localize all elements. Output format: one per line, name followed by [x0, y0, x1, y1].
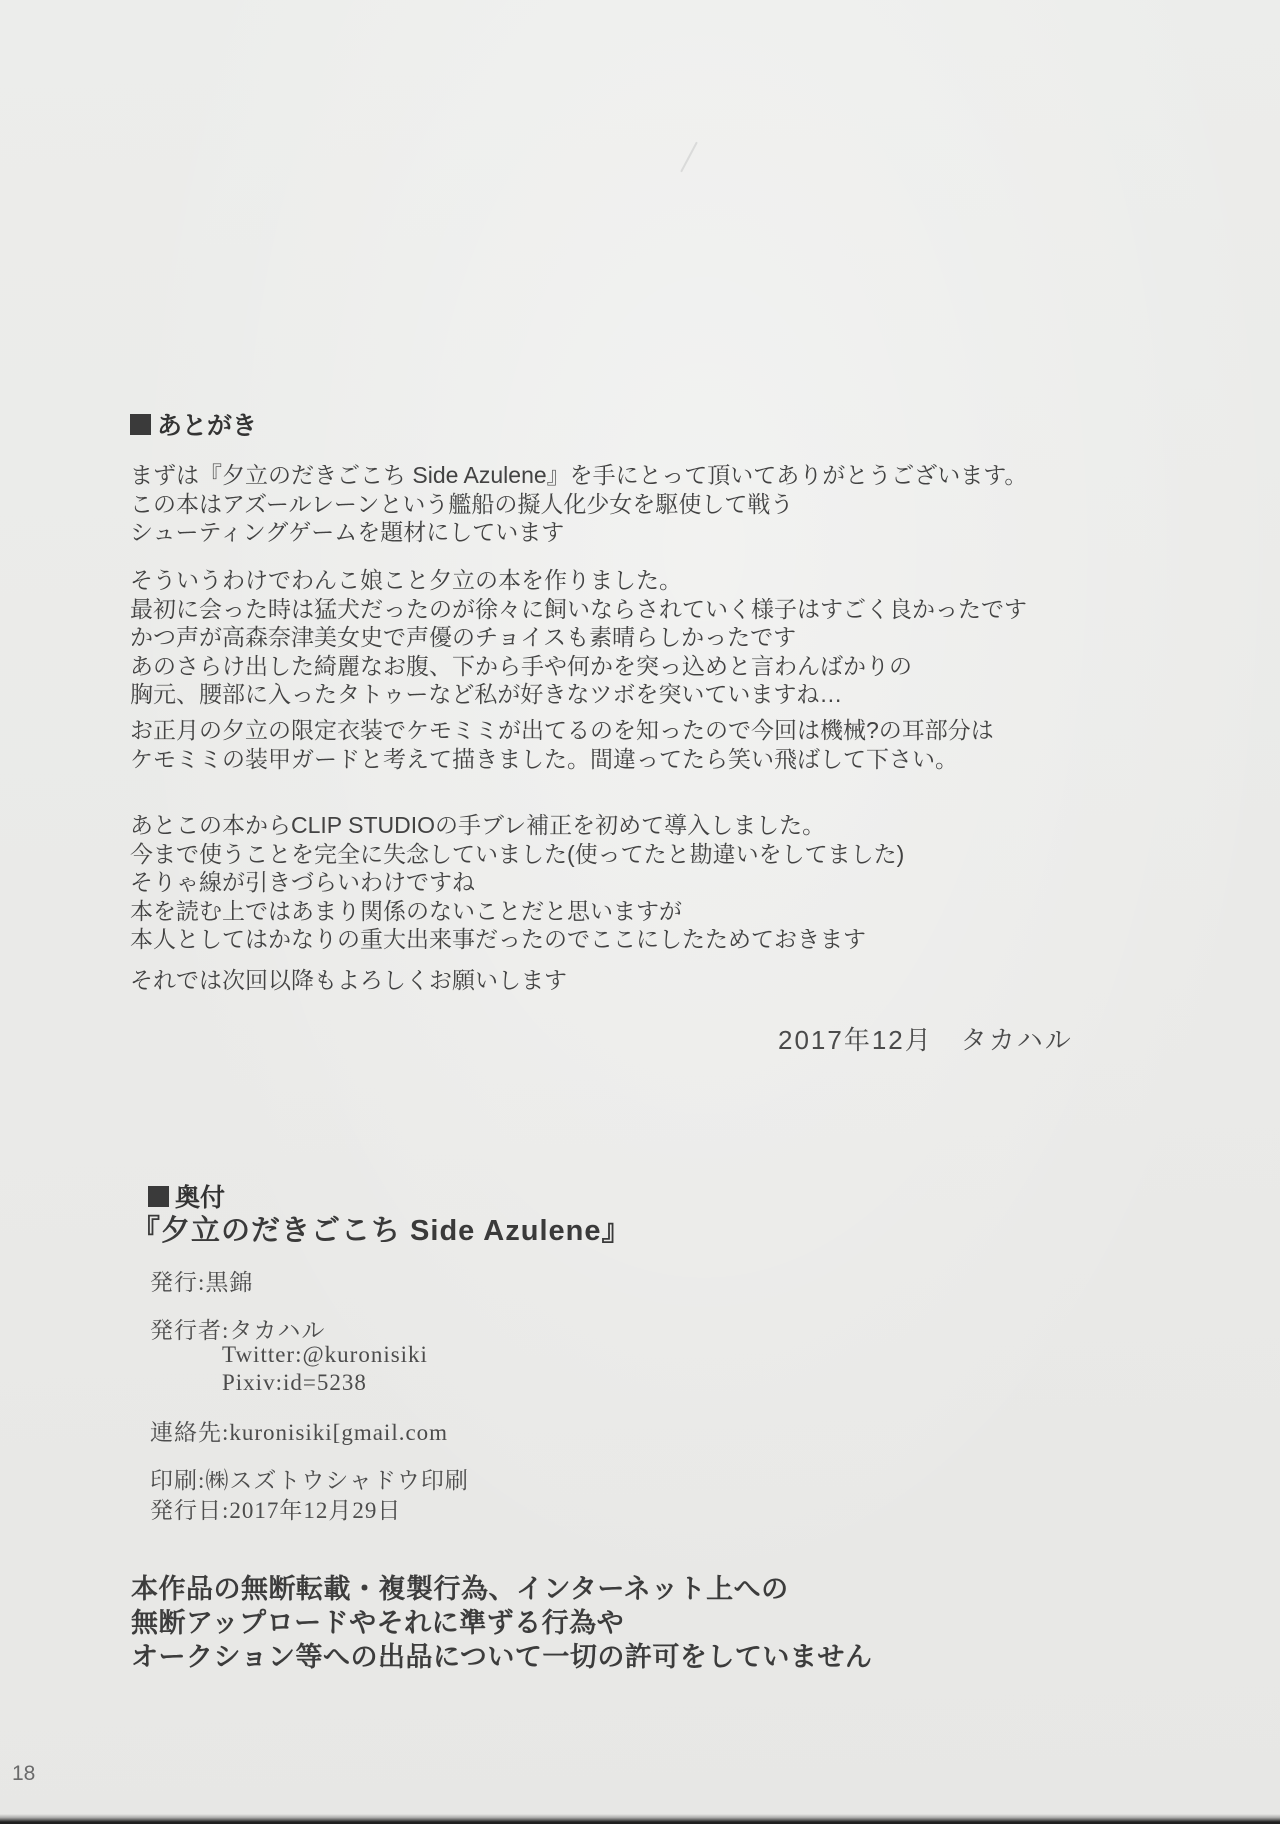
section-square-icon	[130, 414, 151, 435]
text-line: まずは『夕立のだきごこち Side Azulene』を手にとって頂いてありがとうございます。	[130, 462, 1028, 488]
twitter-handle: Twitter:@kuronisiki	[222, 1342, 428, 1367]
text-line: そういうわけでわんこ娘こと夕立の本を作りました。	[130, 567, 682, 593]
afterword-signoff: 2017年12月 タカハル	[778, 1025, 1073, 1055]
author-line: 発行者:タカハル	[150, 1318, 326, 1343]
text-line: お正月の夕立の限定衣装でケモミミが出てるのを知ったので今回は機械?の耳部分は	[130, 717, 994, 743]
afterword-paragraph-2	[130, 566, 1027, 709]
publisher-line: 発行:黒錦	[150, 1270, 254, 1295]
text-line: 無断アップロードやそれに準ずる行為や	[131, 1608, 625, 1638]
text-line: 本人としてはかなりの重大出来事だったのでここにしたためておきます	[130, 926, 866, 952]
afterword-paragraph-1	[130, 461, 1027, 547]
text-line: この本はアズールレーンという艦船の擬人化少女を駆使して戦う	[130, 490, 794, 517]
text-line: 今まで使うことを完全に失念していました(使ってたと勘違いをしてました)	[130, 840, 905, 867]
text-line: あのさらけ出した綺麗なお腹、下から手や何かを突っ込めと言わんばかりの	[130, 652, 912, 679]
text-line: 最初に会った時は猛犬だったのが徐々に飼いならされていく様子はすごく良かったです	[130, 595, 1027, 622]
text-line: あとこの本からCLIP STUDIOの手ブレ補正を初めて導入しました。	[130, 812, 826, 838]
text-line: ケモミミの装甲ガードと考えて描きました。間違ってたら笑い飛ばして下さい。	[130, 745, 958, 772]
section-square-icon	[148, 1186, 169, 1207]
text-line: オークション等への出品について一切の許可をしていません	[131, 1642, 873, 1672]
afterword-heading	[130, 406, 257, 442]
text-line: かつ声が高森奈津美女史で声優のチョイスも素晴らしかったです	[130, 624, 797, 650]
publication-date: 発行日:2017年12月29日	[150, 1498, 402, 1523]
text-line: そりゃ線が引きづらいわけですね	[130, 869, 475, 895]
afterword-paragraph-3	[130, 716, 994, 773]
pixiv-id: Pixiv:id=5238	[222, 1370, 367, 1395]
afterword-closing: それでは次回以降もよろしくお願いします	[130, 967, 567, 993]
copyright-disclaimer	[131, 1572, 872, 1674]
text-line: 本作品の無断転載・複製行為、インターネット上への	[131, 1574, 789, 1604]
afterword-heading-label: あとがき	[157, 412, 258, 440]
scan-crease-mark	[680, 142, 698, 173]
printer-line: 印刷:㈱スズトウシャドウ印刷	[150, 1468, 469, 1493]
page-number: 18	[12, 1762, 36, 1785]
text-line: 胸元、腰部に入ったタトゥーなど私が好きなツボを突いていますね…	[130, 681, 843, 707]
text-line: 本を読む上ではあまり関係のないことだと思いますが	[130, 897, 682, 924]
colophon-heading-label: 奥付	[175, 1184, 226, 1212]
afterword-paragraph-4	[130, 811, 904, 954]
scan-bottom-edge	[0, 1814, 1280, 1824]
book-title: 『夕立のだきごこち Side Azulene』	[131, 1215, 632, 1247]
text-line: シューティングゲームを題材にしています	[130, 519, 565, 545]
contact-line: 連絡先:kuronisiki[gmail.com	[150, 1420, 449, 1445]
